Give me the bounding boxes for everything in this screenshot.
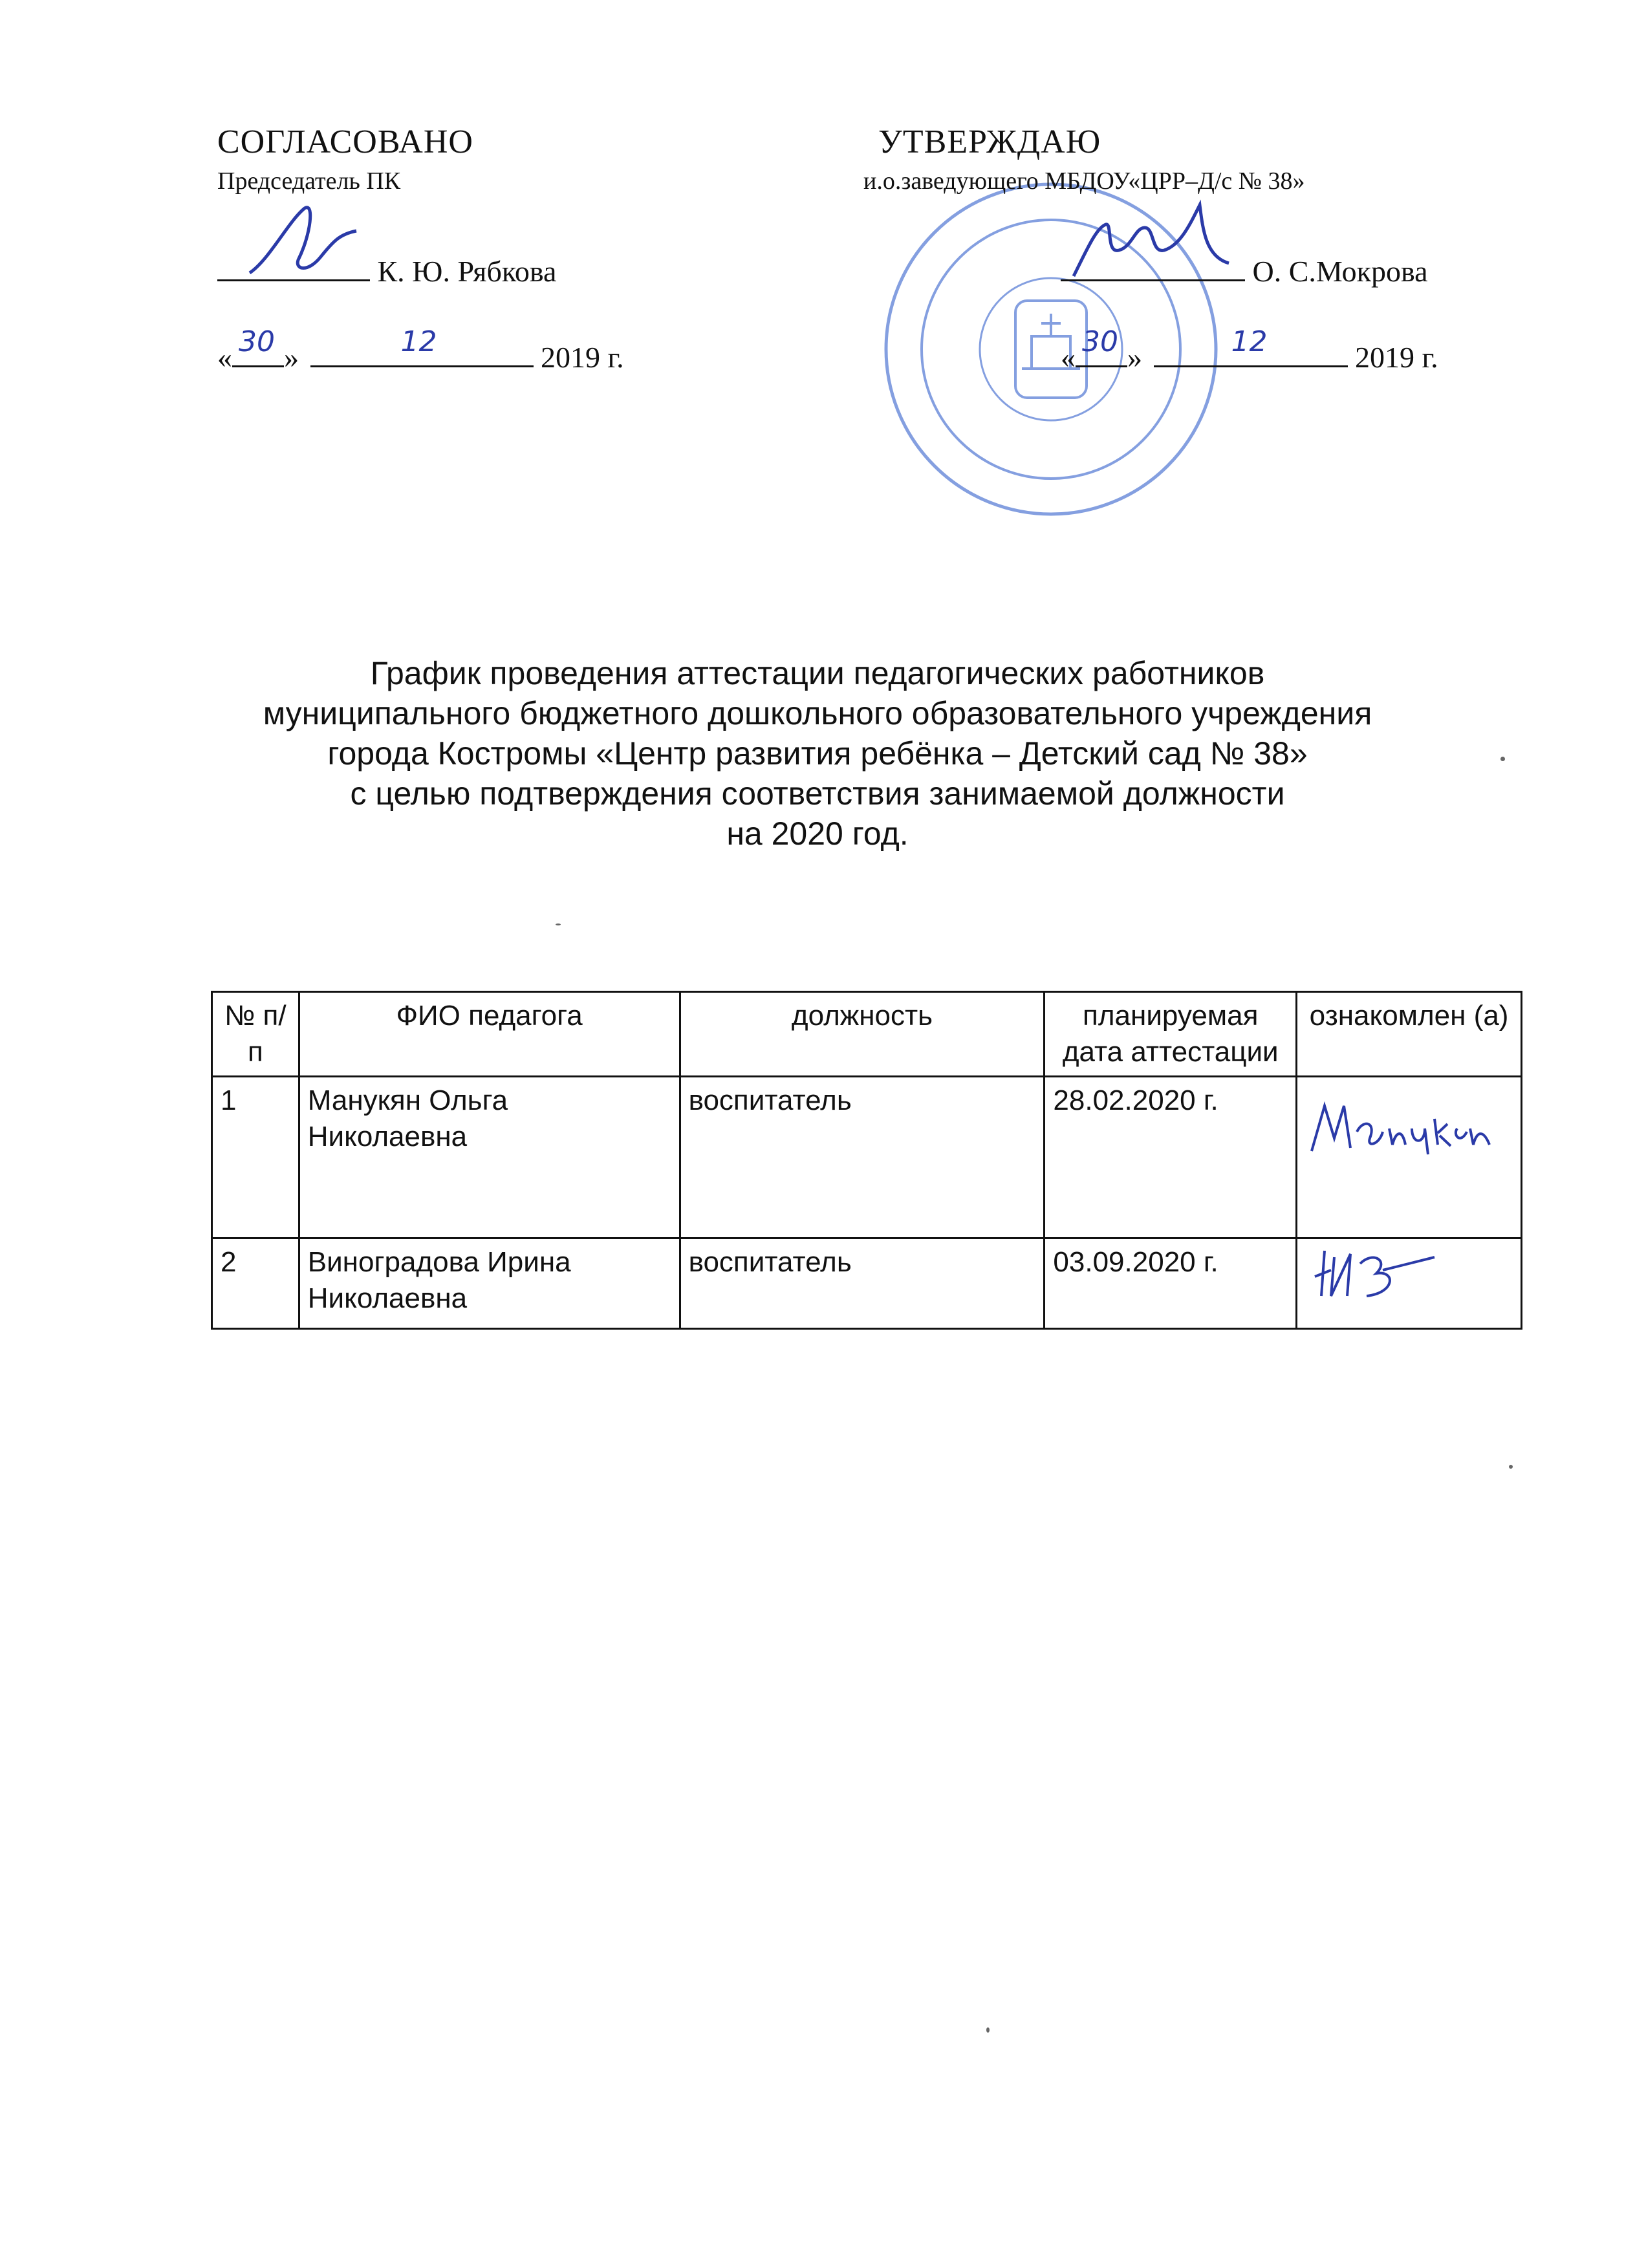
handwritten-signature-icon xyxy=(243,195,373,292)
table-row xyxy=(212,1238,1522,1329)
scan-speck xyxy=(986,2027,990,2033)
cell-signature xyxy=(1297,1077,1522,1238)
handwritten-signature-icon xyxy=(1305,1244,1447,1302)
approval-right-heading: УТВЕРЖДАЮ xyxy=(878,124,1101,160)
cell-date: 28.02.2020 г. xyxy=(1045,1077,1297,1238)
approval-right-role: и.о.заведующего МБДОУ«ЦРР–Д/с № 38» xyxy=(863,167,1305,195)
attestation-table xyxy=(211,991,1522,1330)
cell-name: Виноградова Ирина Николаевна xyxy=(299,1238,680,1329)
header-acknowledged: ознакомлен (а) xyxy=(1297,992,1522,1077)
signature-blank xyxy=(217,254,370,281)
scan-speck xyxy=(1500,757,1505,761)
title-line: График проведения аттестации педагогических работников xyxy=(370,655,1265,691)
right-date-month: 12 xyxy=(1231,325,1268,358)
approval-left-date: « 30 » 12 2019 г. xyxy=(217,325,624,374)
approval-right-date: « 30 » 12 2019 г. xyxy=(1061,325,1438,374)
title-line: на 2020 год. xyxy=(726,815,909,852)
signature-blank xyxy=(1061,254,1245,281)
scan-speck xyxy=(556,923,561,925)
right-date-day: 30 xyxy=(1082,325,1118,358)
left-date-month: 12 xyxy=(400,325,437,358)
header-date: планируемая дата аттестации xyxy=(1045,992,1297,1077)
cell-signature xyxy=(1297,1238,1522,1329)
handwritten-signature-icon xyxy=(1061,192,1242,289)
title-line: с целью подтверждения соответствия занимаемой должности xyxy=(350,775,1285,812)
cell-num: 1 xyxy=(212,1077,299,1238)
cell-position: воспитатель xyxy=(680,1077,1045,1238)
cell-date: 03.09.2020 г. xyxy=(1045,1238,1297,1329)
cell-position: воспитатель xyxy=(680,1238,1045,1329)
scan-speck xyxy=(1509,1465,1513,1469)
cell-name: Манукян Ольга Николаевна xyxy=(299,1077,680,1238)
header-position: должность xyxy=(680,992,1045,1077)
right-date-year: 2019 г. xyxy=(1355,341,1438,374)
handwritten-signature-icon xyxy=(1305,1093,1499,1164)
title-line: города Костромы «Центр развития ребёнка – Детский сад № 38» xyxy=(327,735,1308,772)
document-title xyxy=(0,653,1635,854)
table-header-row xyxy=(212,992,1522,1077)
approval-right-name: О. С.Мокрова xyxy=(1252,255,1428,288)
approval-right-signature-line xyxy=(1061,254,1428,288)
title-line: муниципального бюджетного дошкольного образовательного учреждения xyxy=(263,695,1372,731)
header-name: ФИО педагога xyxy=(299,992,680,1077)
approval-left-role: Председатель ПК xyxy=(217,167,401,195)
approval-left-name: К. Ю. Рябкова xyxy=(377,255,557,288)
cell-num: 2 xyxy=(212,1238,299,1329)
left-date-day: 30 xyxy=(239,325,275,358)
header-num: № п/п xyxy=(212,992,299,1077)
approval-left-heading: СОГЛАСОВАНО xyxy=(217,124,473,160)
approval-left-signature-line xyxy=(217,254,556,288)
table-row xyxy=(212,1077,1522,1238)
left-date-year: 2019 г. xyxy=(541,341,624,374)
